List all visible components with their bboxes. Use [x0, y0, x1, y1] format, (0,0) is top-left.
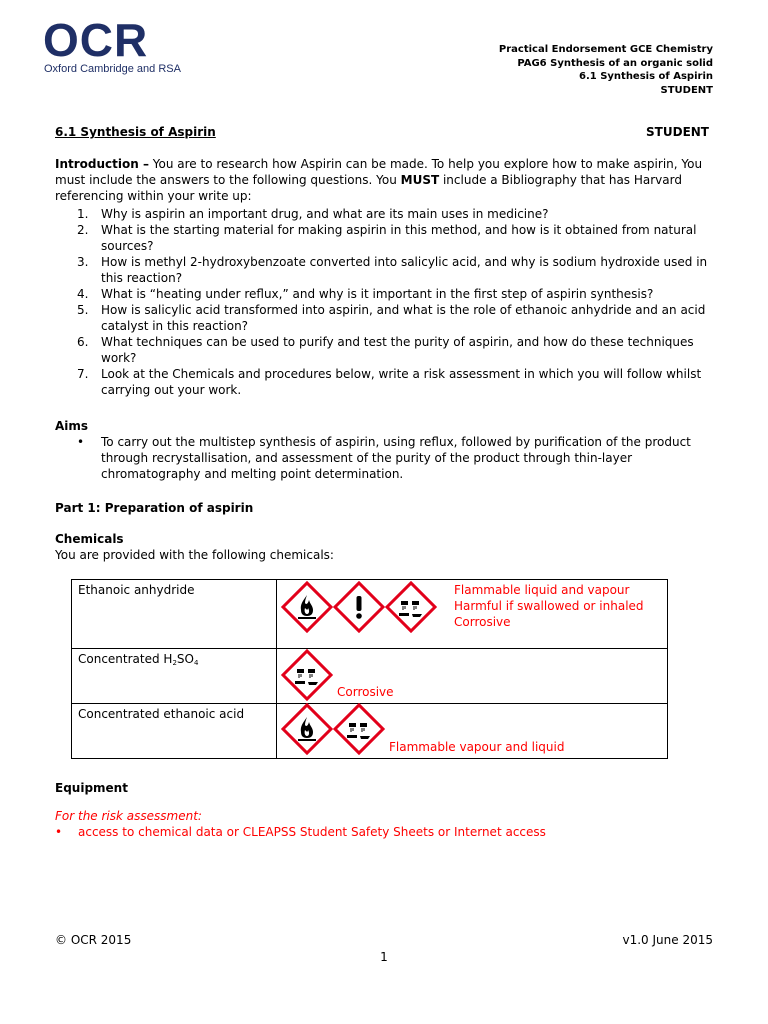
header-line-2: PAG6 Synthesis of an organic solid [517, 57, 713, 69]
question-item [55, 222, 715, 254]
question-text: How is salicylic acid transformed into aspirin, and what is the role of ethanoic anhydride and an acid catalyst in this reaction? [101, 303, 706, 333]
question-number: 1. [77, 207, 89, 221]
chemical-name: Ethanoic anhydride [72, 580, 277, 649]
part1-heading: Part 1: Preparation of aspirin [55, 501, 254, 515]
aims-text: To carry out the multistep synthesis of aspirin, using reflux, followed by purification of the product through recrystallisation, and assessment of the purity of the product through thin-layer chromatography and melting point determination. [101, 435, 691, 481]
question-text: What is the starting material for making aspirin in this method, and how is it obtained from natural sources? [101, 223, 697, 253]
ocr-logo: OCR [43, 14, 149, 66]
footer-version: v1.0 June 2015 [622, 933, 713, 947]
question-item [55, 286, 715, 302]
aims-heading: Aims [55, 419, 89, 433]
intro-must: MUST [400, 173, 440, 187]
chemical-name-part: Concentrated H [78, 652, 173, 666]
question-text: How is methyl 2-hydroxybenzoate converted into salicylic acid, and why is sodium hydroxide used in this reaction? [101, 255, 708, 285]
flame-icon [281, 703, 333, 755]
exclamation-icon [333, 581, 385, 633]
question-item [55, 334, 715, 366]
corrosive-icon [281, 649, 333, 701]
intro-text-a: You are to research how Aspirin can be made. To help you explore how to make aspirin, You must include the answers to the following questions. You [55, 157, 703, 187]
header-line-3: 6.1 Synthesis of Aspirin [579, 71, 713, 82]
chemical-row [72, 704, 668, 759]
header-line-1: Practical Endorsement GCE Chemistry [498, 44, 713, 55]
hazard-cell [277, 704, 668, 759]
question-text: Look at the Chemicals and procedures below, write a risk assessment in which you will follow whilst carrying out your work. [101, 367, 702, 397]
question-text: What techniques can be used to purify and test the purity of aspirin, and how do these techniques work? [101, 335, 694, 365]
page-number: 1 [380, 950, 388, 964]
intro-label: Introduction – [55, 157, 149, 171]
corrosive-icon [385, 581, 437, 633]
risk-item-text: access to chemical data or CLEAPSS Student Safety Sheets or Internet access [78, 825, 546, 839]
chemical-row [72, 580, 668, 649]
question-number: 2. [77, 223, 89, 237]
risk-assessment-heading: For the risk assessment: [55, 809, 202, 823]
hazard-cell [277, 580, 668, 649]
hazard-cell [277, 649, 668, 704]
flame-icon [281, 581, 333, 633]
chemical-row [72, 649, 668, 704]
chemicals-intro: You are provided with the following chemicals: [55, 548, 334, 562]
hazard-text: Corrosive [337, 685, 394, 699]
question-text: Why is aspirin an important drug, and what are its main uses in medicine? [101, 207, 549, 221]
hazard-text: Flammable vapour and liquid [389, 740, 565, 754]
student-label: STUDENT [646, 125, 709, 139]
question-item [55, 206, 715, 222]
hazard-line: Corrosive [454, 615, 511, 629]
risk-assessment-item [55, 824, 546, 840]
aims-bullet: • [77, 435, 85, 449]
question-item [55, 254, 715, 286]
question-text: What is “heating under reflux,” and why is it important in the first step of aspirin synthesis? [101, 287, 654, 301]
ocr-logo-subtitle: Oxford Cambridge and RSA [44, 63, 181, 75]
chemical-subscript: 2 [172, 659, 177, 667]
chemicals-table [71, 579, 668, 759]
question-number: 3. [77, 255, 89, 269]
equipment-heading: Equipment [55, 781, 128, 795]
chemical-subscript: 4 [193, 659, 199, 667]
question-item [55, 366, 715, 398]
question-number: 5. [77, 303, 89, 317]
question-list [55, 206, 715, 398]
question-item [55, 302, 715, 334]
introduction [55, 156, 715, 204]
document-header [499, 43, 713, 97]
aims-list [55, 434, 715, 482]
header-line-4: STUDENT [660, 84, 713, 96]
risk-bullet: • [55, 825, 63, 839]
question-number: 7. [77, 367, 89, 381]
chemical-name [72, 649, 277, 704]
chemical-name: Concentrated ethanoic acid [72, 704, 277, 759]
hazard-line: Harmful if swallowed or inhaled [454, 599, 644, 613]
corrosive-icon [333, 703, 385, 755]
page-title: 6.1 Synthesis of Aspirin [55, 125, 216, 139]
footer-copyright: © OCR 2015 [55, 933, 132, 947]
hazard-line: Flammable liquid and vapour [454, 583, 630, 597]
question-number: 4. [77, 287, 89, 301]
question-number: 6. [77, 335, 89, 349]
hazard-text [454, 582, 644, 630]
intro-text-b: include a Bibliography that has Harvard referencing within your write up: [55, 173, 682, 203]
chemicals-heading: Chemicals [55, 532, 124, 546]
chemical-name-part: SO [176, 652, 194, 666]
